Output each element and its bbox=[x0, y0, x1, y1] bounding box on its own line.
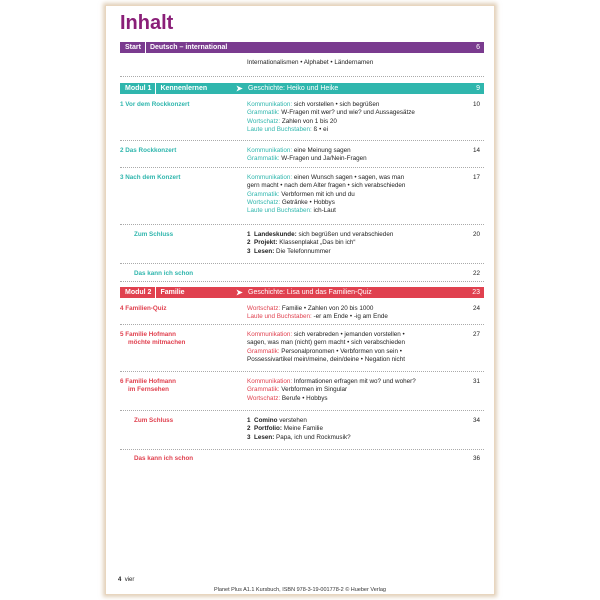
topic-value: gern macht • nach dem Alter fragen • sich verabschieden bbox=[247, 182, 406, 190]
schluss-number: 2 bbox=[247, 239, 251, 247]
topic-key: Kommunikation: bbox=[247, 331, 293, 338]
unit-topic-line bbox=[247, 109, 415, 117]
arrow-icon: ➤ bbox=[236, 288, 243, 297]
zum-schluss-page: 34 bbox=[472, 417, 480, 424]
schluss-line bbox=[247, 434, 351, 442]
dotted-divider bbox=[120, 140, 484, 141]
unit-topic-line bbox=[247, 147, 351, 155]
arrow-icon: ➤ bbox=[236, 84, 243, 93]
dotted-divider bbox=[120, 167, 484, 168]
topic-value: Familie • Zahlen von 20 bis 1000 bbox=[280, 305, 374, 312]
zum-schluss-page: 20 bbox=[472, 231, 480, 238]
unit-topic-line bbox=[247, 118, 337, 126]
topic-value: Berufe • Hobbys bbox=[280, 394, 328, 402]
topic-key: Laute und Buchstaben: bbox=[247, 313, 312, 321]
topic-key: Wortschatz: bbox=[247, 305, 281, 312]
unit-topic-line bbox=[247, 207, 336, 215]
dotted-divider bbox=[120, 324, 484, 325]
dotted-divider bbox=[120, 263, 484, 264]
topic-key: Laute und Buchstaben: bbox=[247, 207, 312, 215]
unit-topic-line bbox=[247, 191, 355, 199]
schluss-key: Projekt: bbox=[254, 239, 278, 247]
dotted-divider bbox=[120, 410, 484, 411]
unit-page: 27 bbox=[472, 331, 480, 338]
topic-key: Grammatik: bbox=[247, 347, 280, 355]
unit-topic-line bbox=[247, 199, 335, 207]
schluss-value: Klassenplakat „Das bin ich“ bbox=[277, 239, 356, 247]
schluss-line bbox=[247, 425, 323, 433]
unit-title-line2: möchte mitmachen bbox=[128, 339, 186, 347]
unit-title: 2 Das Rockkonzert bbox=[120, 147, 177, 154]
unit-title: 5 Familie Hofmann bbox=[120, 331, 176, 338]
schluss-line bbox=[247, 248, 331, 256]
schluss-number: 3 bbox=[247, 433, 251, 441]
topic-value: W-Fragen mit wer? und wie? und Aussagesätze bbox=[279, 109, 415, 117]
topic-key: Laute und Buchstaben: bbox=[247, 125, 312, 133]
start-content: Internationalismen • Alphabet • Ländernamen bbox=[247, 59, 374, 66]
schluss-key: Portfolio: bbox=[254, 425, 282, 433]
modul1-page: 9 bbox=[476, 85, 480, 92]
schluss-value: Meine Familie bbox=[282, 425, 323, 433]
start-page: 6 bbox=[476, 44, 480, 51]
topic-key: Wortschatz: bbox=[247, 117, 281, 125]
das-kann-ich-schon-page: 36 bbox=[472, 455, 480, 462]
topic-key: Grammatik: bbox=[247, 109, 280, 117]
unit-title: 1 Vor dem Rockkonzert bbox=[120, 101, 190, 108]
modul1-label: Modul 1 bbox=[125, 85, 152, 92]
schluss-line bbox=[247, 417, 307, 425]
schluss-value: Die Telefonnummer bbox=[274, 247, 331, 255]
topic-key: Wortschatz: bbox=[247, 198, 281, 206]
unit-topic-line bbox=[247, 155, 367, 163]
unit-title: 4 Familien-Quiz bbox=[120, 305, 167, 312]
unit-topic-line bbox=[247, 126, 328, 134]
unit-topic-line bbox=[247, 395, 328, 403]
topic-value: Verbformen im Singular bbox=[279, 386, 348, 394]
unit-page: 31 bbox=[472, 378, 480, 385]
schluss-value: Papa, ich und Rockmusik? bbox=[274, 433, 351, 441]
topic-key: Kommunikation: bbox=[247, 378, 293, 385]
unit-topic-line bbox=[247, 378, 416, 386]
topic-key: Wortschatz: bbox=[247, 394, 281, 402]
topic-value: einen Wunsch sagen • sagen, was man bbox=[292, 174, 405, 181]
dotted-divider bbox=[120, 76, 484, 77]
unit-topic-line bbox=[247, 348, 402, 356]
schluss-key: Lesen: bbox=[254, 433, 275, 441]
dotted-divider bbox=[120, 449, 484, 450]
topic-value: Informationen erfragen mit wo? und woher? bbox=[292, 378, 416, 385]
document-page bbox=[105, 5, 495, 595]
modul1-story: Geschichte: Heiko und Heike bbox=[248, 85, 339, 92]
modul2-story: Geschichte: Lisa und das Familien-Quiz bbox=[248, 289, 372, 296]
dotted-divider bbox=[120, 224, 484, 225]
unit-topic-line bbox=[247, 305, 373, 313]
schluss-number: 1 bbox=[247, 417, 251, 424]
das-kann-ich-schon-page: 22 bbox=[472, 270, 480, 277]
topic-value: ß • ei bbox=[311, 125, 328, 133]
topic-key: Grammatik: bbox=[247, 155, 280, 163]
start-topic: Deutsch – international bbox=[149, 44, 228, 51]
dotted-divider bbox=[120, 371, 484, 372]
unit-topic-line bbox=[247, 339, 405, 347]
dotted-divider bbox=[120, 281, 484, 282]
modul2-page: 23 bbox=[472, 289, 480, 296]
schluss-value: sich begrüßen und verabschieden bbox=[296, 231, 394, 238]
modul1-topic: Kennenlernen bbox=[160, 85, 208, 92]
schluss-key: Landeskunde: bbox=[254, 231, 297, 238]
schluss-line bbox=[247, 239, 356, 247]
unit-topic-line bbox=[247, 386, 347, 394]
unit-title: 3 Nach dem Konzert bbox=[120, 174, 181, 181]
modul2-bar bbox=[120, 287, 484, 298]
schluss-key: Lesen: bbox=[254, 247, 275, 255]
topic-value: Verbformen mit ich und du bbox=[279, 190, 355, 198]
schluss-number: 1 bbox=[247, 231, 251, 238]
unit-page: 14 bbox=[472, 147, 480, 154]
modul2-topic: Familie bbox=[160, 289, 185, 296]
topic-value: sich vorstellen • sich begrüßen bbox=[292, 101, 380, 108]
modul1-bar bbox=[120, 83, 484, 94]
schluss-number: 2 bbox=[247, 425, 251, 433]
topic-value: sagen, was man (nicht) gern macht • sich verabschieden bbox=[247, 339, 405, 347]
start-label: Start bbox=[125, 44, 141, 51]
das-kann-ich-schon-title: Das kann ich schon bbox=[134, 270, 194, 277]
bar-divider bbox=[145, 42, 146, 53]
unit-topic-line bbox=[247, 174, 404, 182]
modul2-label: Modul 2 bbox=[125, 289, 152, 296]
unit-topic-line bbox=[247, 182, 405, 190]
topic-value: Possessivartikel mein/meine, dein/deine • Negation nicht bbox=[247, 355, 405, 363]
topic-value: Zahlen von 1 bis 20 bbox=[280, 117, 337, 125]
topic-value: Personalpronomen • Verbformen von sein • bbox=[279, 347, 402, 355]
zum-schluss-title: Zum Schluss bbox=[134, 417, 174, 424]
footer-page-number: 4 vier bbox=[118, 577, 135, 583]
unit-topic-line bbox=[247, 101, 379, 109]
topic-key: Kommunikation: bbox=[247, 174, 293, 181]
topic-value: ich-Laut bbox=[311, 207, 336, 215]
unit-topic-line bbox=[247, 356, 405, 364]
unit-page: 10 bbox=[472, 101, 480, 108]
topic-value: Getränke • Hobbys bbox=[280, 198, 335, 206]
unit-page: 24 bbox=[472, 305, 480, 312]
unit-topic-line bbox=[247, 331, 405, 339]
bar-divider bbox=[155, 287, 156, 298]
unit-page: 17 bbox=[472, 174, 480, 181]
footer-source: Planet Plus A1.1 Kursbuch, ISBN 978-3-19-001778-2 © Hueber Verlag bbox=[214, 587, 386, 593]
zum-schluss-title: Zum Schluss bbox=[134, 231, 174, 238]
topic-value: sich verabreden • jemanden vorstellen • bbox=[292, 331, 405, 338]
das-kann-ich-schon-title: Das kann ich schon bbox=[134, 455, 194, 462]
unit-topic-line bbox=[247, 313, 388, 321]
schluss-value: verstehen bbox=[277, 417, 307, 424]
topic-key: Grammatik: bbox=[247, 190, 280, 198]
topic-key: Kommunikation: bbox=[247, 101, 293, 108]
unit-title: 6 Familie Hofmann bbox=[120, 378, 176, 385]
topic-value: eine Meinung sagen bbox=[292, 147, 351, 154]
unit-title-line2: im Fernsehen bbox=[128, 386, 169, 394]
schluss-key: Comino bbox=[254, 417, 278, 424]
topic-value: W-Fragen und Ja/Nein-Fragen bbox=[279, 155, 367, 163]
bar-divider bbox=[155, 83, 156, 94]
schluss-number: 3 bbox=[247, 247, 251, 255]
topic-key: Kommunikation: bbox=[247, 147, 293, 154]
topic-value: -er am Ende • -ig am Ende bbox=[311, 313, 388, 321]
page-title: Inhalt bbox=[120, 12, 174, 34]
schluss-line bbox=[247, 231, 393, 239]
topic-key: Grammatik: bbox=[247, 386, 280, 394]
start-section-bar bbox=[120, 42, 484, 53]
